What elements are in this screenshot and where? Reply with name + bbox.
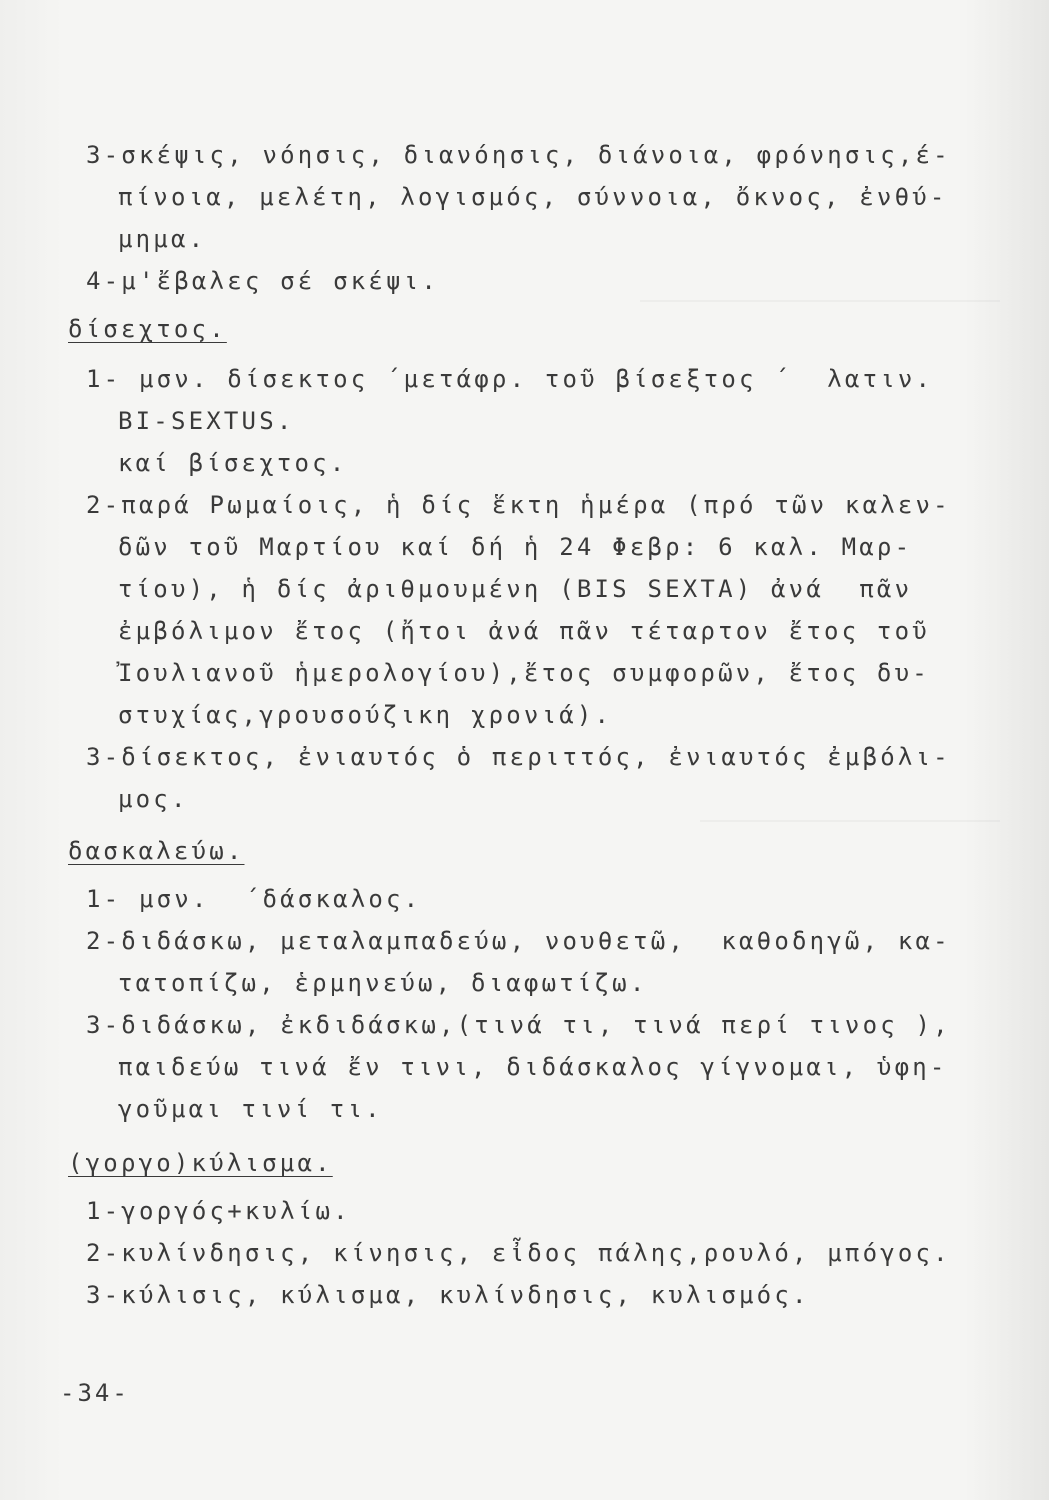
text-line: 3-κύλισις, κύλισμα, κυλίνδησις, κυλισμός. (86, 1281, 810, 1309)
text-line: στυχίας,γρουσούζικη χρονιά). (118, 701, 613, 729)
text-line: 4-μ'ἔβαλες σέ σκέψι. (86, 267, 439, 295)
bleed-through-mark (700, 820, 1000, 822)
entry-heading: δασκαλεύω. (68, 837, 245, 865)
text-line: καί βίσεχτος. (118, 449, 348, 477)
text-line: 2-παρά Ρωμαίοις, ἡ δίς ἕκτη ἡμέρα (πρό τῶν καλεν- (86, 491, 951, 519)
text-line: ἐμβόλιμον ἔτος (ἤτοι ἀνά πᾶν τέταρτον ἔτος τοῦ (118, 617, 930, 645)
text-line: BI-SEXTUS. (118, 407, 295, 435)
text-line: παιδεύω τινά ἔν τινι, διδάσκαλος γίγνομαι, ὑφη- (118, 1053, 948, 1081)
text-line: 1- μσν. ΄δάσκαλος. (86, 885, 422, 913)
text-line: 1-γοργός+κυλίω. (86, 1197, 351, 1225)
text-line: μος. (118, 785, 189, 813)
text-line: 3-σκέψις, νόησις, διανόησις, διάνοια, φρόνησις,έ- (86, 141, 951, 169)
entry-heading: (γοργο)κύλισμα. (68, 1149, 333, 1177)
text-line: 2-διδάσκω, μεταλαμπαδεύω, νουθετῶ, καθοδηγῶ, κα- (86, 927, 951, 955)
text-line: 1- μσν. δίσεκτος ΄μετάφρ. τοῦ βίσεξτος ΄ λατιν. (86, 365, 934, 393)
bleed-through-mark (640, 300, 1000, 302)
page-number: -34- (60, 1379, 130, 1407)
text-line: 3-δίσεκτος, ἐνιαυτός ὁ περιττός, ἐνιαυτός ἐμβόλι- (86, 743, 951, 771)
text-line: πίνοια, μελέτη, λογισμός, σύννοια, ὄκνος, ἐνθύ- (118, 183, 948, 211)
text-line: τίου), ἡ δίς ἀριθμουμένη (BIS SEXTA) ἀνά πᾶν (118, 575, 913, 603)
text-line: 2-κυλίνδησις, κίνησις, εἶδος πάλης,ρουλό, μπόγος. (86, 1239, 951, 1267)
text-line: τατοπίζω, ἑρμηνεύω, διαφωτίζω. (118, 969, 648, 997)
entry-heading: δίσεχτος. (68, 315, 227, 343)
text-line: δῶν τοῦ Μαρτίου καί δή ἡ 24 Φεβρ: 6 καλ. Μαρ- (118, 533, 913, 561)
text-line: 3-διδάσκω, ἐκδιδάσκω,(τινά τι, τινά περί τινος ), (86, 1011, 951, 1039)
text-line: μημα. (118, 225, 207, 253)
text-line: γοῦμαι τινί τι. (118, 1095, 383, 1123)
text-line: Ἰουλιανοῦ ἡμερολογίου),ἔτος συμφορῶν, ἔτος δυ- (118, 659, 930, 687)
